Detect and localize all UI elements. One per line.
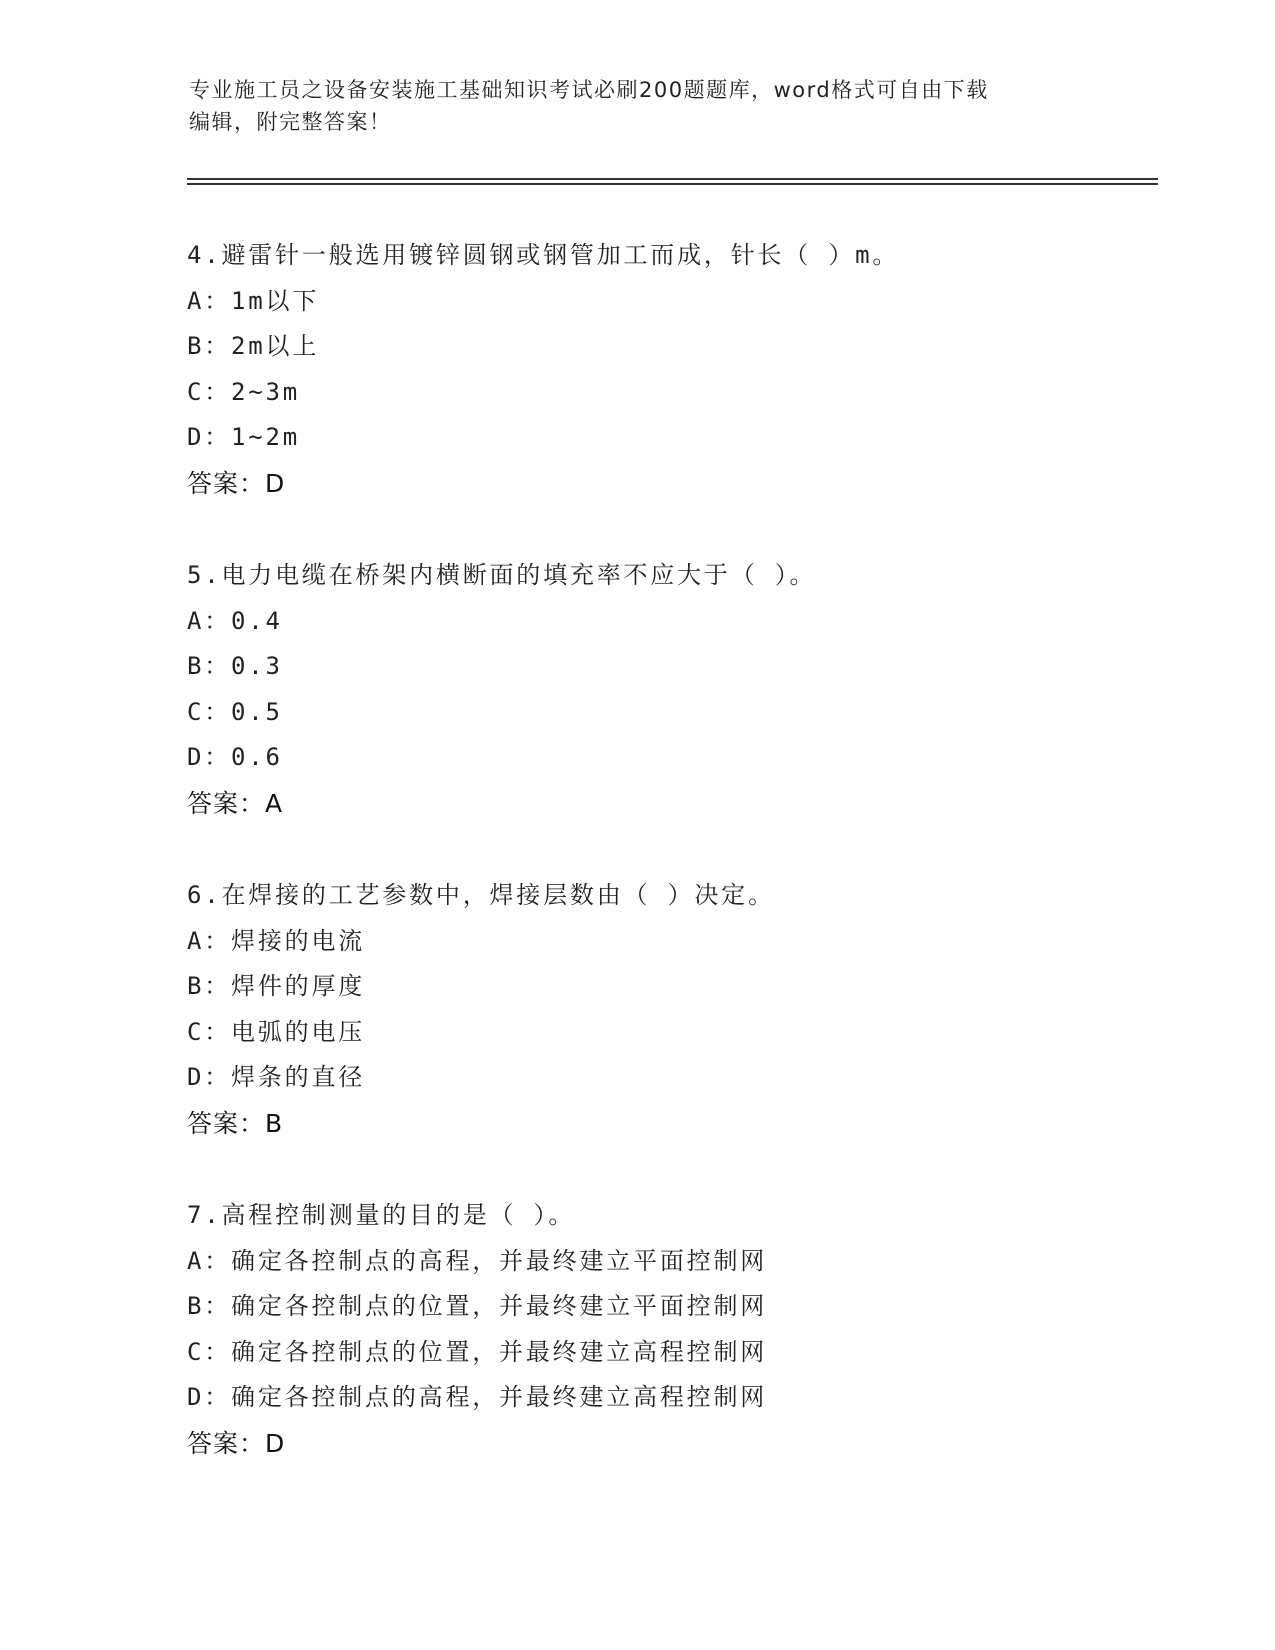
document-header	[189, 74, 1089, 138]
option-b: B：0.3	[187, 652, 283, 681]
answer-line: 答案：B	[187, 1108, 284, 1138]
option-a: A：确定各控制点的高程，并最终建立平面控制网	[187, 1246, 768, 1275]
option-b: B：确定各控制点的位置，并最终建立平面控制网	[187, 1292, 768, 1321]
header-divider-top	[187, 178, 1158, 180]
header-divider-bottom	[187, 183, 1158, 185]
option-c: C：确定各控制点的位置，并最终建立高程控制网	[187, 1337, 768, 1366]
option-b: B：2m以上	[187, 332, 320, 361]
option-c: C：0.5	[187, 697, 283, 726]
question-4	[187, 233, 1147, 507]
question-stem: 5.电力电缆在桥架内横断面的填充率不应大于（ ）。	[187, 561, 817, 589]
option-d: D：1~2m	[187, 423, 301, 452]
option-b: B：焊件的厚度	[187, 972, 366, 1001]
question-stem: 6.在焊接的工艺参数中，焊接层数由（ ）决定。	[187, 881, 775, 909]
option-a: A：1m以下	[187, 286, 320, 315]
answer-line: 答案：D	[187, 1428, 286, 1458]
option-c: C：电弧的电压	[187, 1017, 366, 1046]
answer-line: 答案：D	[187, 468, 286, 498]
option-d: D：焊条的直径	[187, 1063, 366, 1092]
answer-line: 答案：A	[187, 788, 284, 818]
question-7	[187, 1193, 1147, 1467]
header-line-1: 专业施工员之设备安装施工基础知识考试必刷200题题库，word格式可自由下载	[189, 78, 989, 102]
question-5	[187, 553, 1147, 827]
option-a: A：0.4	[187, 606, 283, 635]
question-stem: 7.高程控制测量的目的是（ ）。	[187, 1201, 576, 1229]
option-c: C：2~3m	[187, 377, 301, 406]
option-a: A：焊接的电流	[187, 926, 366, 955]
header-line-2: 编辑，附完整答案！	[189, 110, 392, 134]
option-d: D：0.6	[187, 743, 283, 772]
question-stem: 4.避雷针一般选用镀锌圆钢或钢管加工而成，针长（ ）m。	[187, 241, 900, 269]
option-d: D：确定各控制点的高程，并最终建立高程控制网	[187, 1383, 768, 1412]
question-6	[187, 873, 1147, 1147]
